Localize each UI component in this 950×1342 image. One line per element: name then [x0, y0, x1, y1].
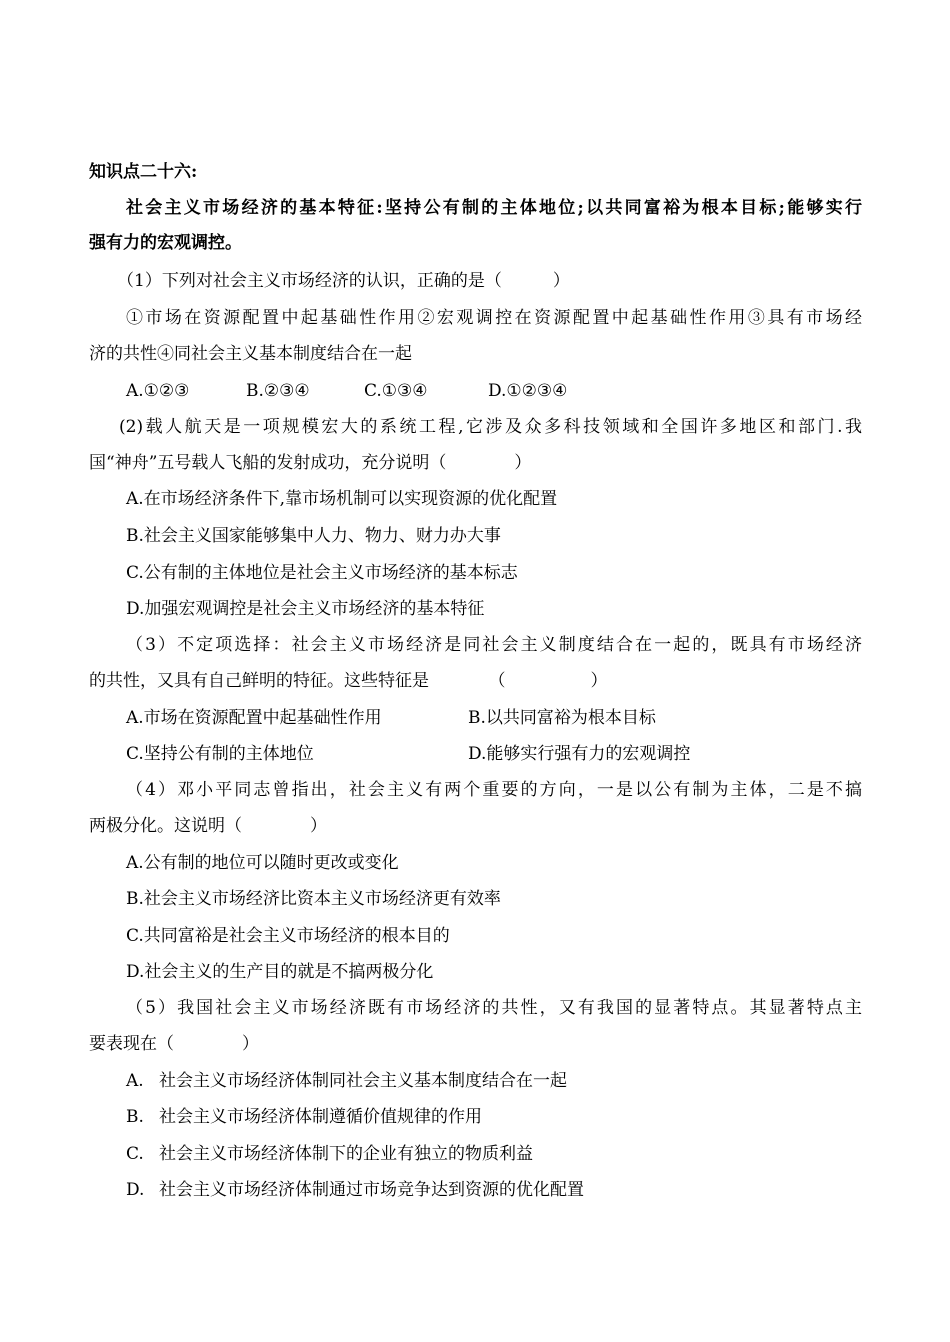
q2-stem-line-1: (2)载人航天是一项规模宏大的系统工程,它涉及众多科技领域和全国许多地区和部门.我 — [119, 417, 862, 437]
section-heading: 知识点二十六: — [89, 162, 198, 182]
q2-option-d: D.加强宏观调控是社会主义市场经济的基本特征 — [126, 599, 485, 619]
q2-stem-line-2: 国“神舟”五号载人飞船的发射成功，充分说明（ ） — [89, 453, 532, 473]
q3-option-a: A.市场在资源配置中起基础性作用 — [126, 708, 382, 728]
q1-option-c: C.①③④ — [364, 381, 428, 401]
q1-statements-line-2: 济的共性④同社会主义基本制度结合在一起 — [89, 344, 412, 364]
q2-option-c: C.公有制的主体地位是社会主义市场经济的基本标志 — [126, 563, 518, 583]
q5-option-a-letter: A. — [126, 1071, 144, 1091]
q5-option-a-text: 社会主义市场经济体制同社会主义基本制度结合在一起 — [159, 1071, 567, 1091]
q5-option-c-text: 社会主义市场经济体制下的企业有独立的物质利益 — [159, 1144, 533, 1164]
q4-option-b: B.社会主义市场经济比资本主义市场经济更有效率 — [126, 889, 501, 909]
q5-option-d-text: 社会主义市场经济体制通过市场竞争达到资源的优化配置 — [159, 1180, 584, 1200]
q4-stem-line-2: 两极分化。这说明（ ） — [89, 816, 327, 836]
q4-option-c: C.共同富裕是社会主义市场经济的根本目的 — [126, 926, 450, 946]
q5-option-d-letter: D. — [126, 1180, 145, 1200]
q1-statements-line-1: ①市场在资源配置中起基础性作用②宏观调控在资源配置中起基础性作用③具有市场经 — [126, 308, 862, 328]
q1-option-a: A.①②③ — [126, 381, 190, 401]
q3-stem-line-2: 的共性，又具有自己鲜明的特征。这些特征是 （ ） — [89, 671, 608, 691]
q4-option-d: D.社会主义的生产目的就是不搞两极分化 — [126, 962, 434, 982]
q1-stem: （1）下列对社会主义市场经济的认识，正确的是（ ） — [117, 271, 570, 291]
q4-stem-line-1: （4）邓小平同志曾指出，社会主义有两个重要的方向，一是以公有制为主体，二是不搞 — [126, 780, 862, 800]
q5-option-b-text: 社会主义市场经济体制遵循价值规律的作用 — [159, 1107, 482, 1127]
q3-option-d: D.能够实行强有力的宏观调控 — [468, 744, 691, 764]
q4-option-a: A.公有制的地位可以随时更改或变化 — [126, 853, 399, 873]
q2-option-a: A.在市场经济条件下,靠市场机制可以实现资源的优化配置 — [126, 489, 558, 509]
q1-option-b: B.②③④ — [246, 381, 310, 401]
q5-stem-line-1: （5）我国社会主义市场经济既有市场经济的共性，又有我国的显著特点。其显著特点主 — [126, 998, 862, 1018]
q2-option-b: B.社会主义国家能够集中人力、物力、财力办大事 — [126, 526, 501, 546]
q3-stem-line-1: （3）不定项选择：社会主义市场经济是同社会主义制度结合在一起的，既具有市场经济 — [126, 635, 862, 655]
summary-line-2: 强有力的宏观调控。 — [89, 233, 242, 253]
q5-option-b-letter: B. — [126, 1107, 144, 1127]
q3-option-b: B.以共同富裕为根本目标 — [468, 708, 656, 728]
q3-option-c: C.坚持公有制的主体地位 — [126, 744, 314, 764]
summary-line-1: 社会主义市场经济的基本特征:坚持公有制的主体地位;以共同富裕为根本目标;能够实行 — [126, 198, 862, 218]
q1-option-d: D.①②③④ — [488, 381, 568, 401]
q5-option-c-letter: C. — [126, 1144, 144, 1164]
q5-stem-line-2: 要表现在（ ） — [89, 1034, 259, 1054]
